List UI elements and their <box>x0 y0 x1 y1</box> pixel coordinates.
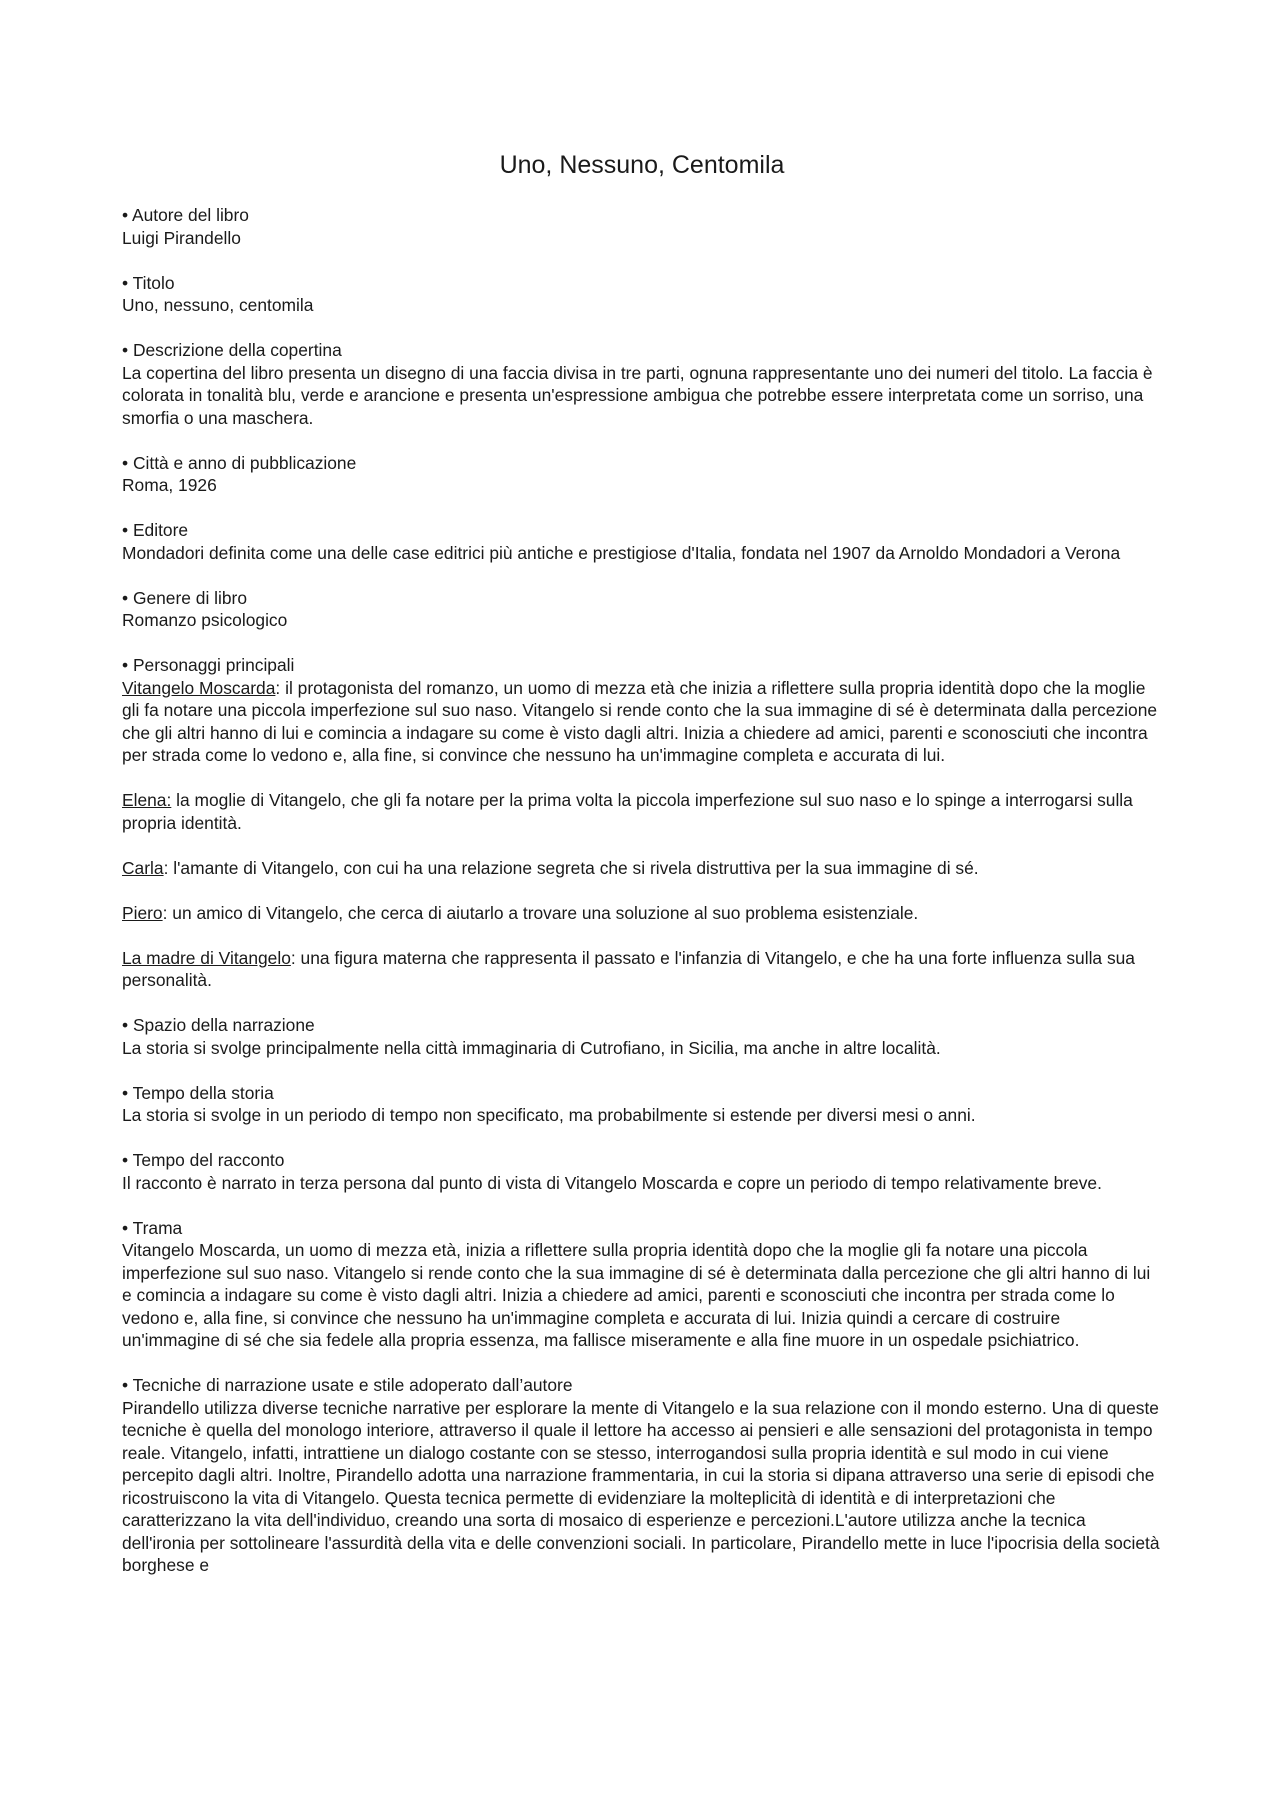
bullet: • <box>122 587 129 608</box>
heading-text: Spazio della narrazione <box>132 1015 315 1035</box>
section-body: La storia si svolge principalmente nella città immaginaria di Cutrofiano, in Sicilia, ma anche in altre località. <box>122 1037 941 1058</box>
character-name: Piero <box>122 902 163 923</box>
bullet: • <box>122 340 129 360</box>
bullet: • <box>122 272 129 293</box>
document-page <box>122 150 1162 1577</box>
heading-text: Tecniche di narrazione usate e stile adoperato dall’autore <box>132 1375 573 1395</box>
bullet: • <box>122 1375 129 1395</box>
character-entry <box>122 947 1162 992</box>
section-heading <box>122 1082 1162 1105</box>
character-name: Vitangelo Moscarda <box>122 677 276 698</box>
section-body: Roma, 1926 <box>122 475 217 495</box>
section-genere <box>122 587 1162 632</box>
character-entry <box>122 902 1162 925</box>
section-heading <box>122 1149 1162 1172</box>
character-description: una figura materna che rappresenta il passato e l'infanzia di Vitangelo, e che ha una forte influenza sulla sua personalità. <box>122 947 1135 990</box>
section-heading <box>122 452 1162 475</box>
section-personaggi <box>122 654 1162 992</box>
character-entry <box>122 789 1162 834</box>
bullet: • <box>122 1217 129 1238</box>
heading-text: Città e anno di pubblicazione <box>132 452 357 473</box>
heading-text: Genere di libro <box>132 587 248 608</box>
section-autore <box>122 204 1162 249</box>
section-heading <box>122 1014 1162 1037</box>
character-description: un amico di Vitangelo, che cerca di aiutarlo a trovare una soluzione al suo problema esistenziale. <box>167 902 919 923</box>
bullet: • <box>122 205 129 225</box>
section-body: Uno, nessuno, centomila <box>122 295 314 315</box>
section-body: Luigi Pirandello <box>122 227 241 248</box>
section-citta <box>122 452 1162 497</box>
heading-text: Trama <box>132 1217 183 1238</box>
bullet: • <box>122 452 129 473</box>
section-body: Vitangelo Moscarda, un uomo di mezza età, inizia a riflettere sulla propria identità dopo che la moglie gli fa notare una piccola imperfezione sul suo naso. Vitangelo si rende conto che la sua immagine di sé è determinata dalla percezione che gli altri hanno di lui e comincia a indagare su come è visto dagli altri. Inizia a chiedere ad amici, parenti e sconosciuti che incontra per strada come lo vedono e, alla fine, si convince che nessuno ha un'immagine completa e accurata di lui. Inizia quindi a cercare di costruire un'immagine di sé che sia fedele alla propria essenza, ma fallisce miseramente e alla fine muore in un ospedale psichiatrico. <box>122 1240 1151 1350</box>
section-heading <box>122 654 1162 677</box>
character-separator: : <box>290 947 296 968</box>
section-heading <box>122 519 1162 542</box>
section-tempo-storia <box>122 1082 1162 1127</box>
section-body: Romanzo psicologico <box>122 610 288 630</box>
section-tempo-racconto <box>122 1149 1162 1194</box>
heading-text: Editore <box>132 520 189 540</box>
document-title: Uno, Nessuno, Centomila <box>499 151 785 179</box>
bullet: • <box>122 1150 129 1170</box>
section-titolo <box>122 272 1162 317</box>
section-copertina <box>122 339 1162 429</box>
character-name: Elena: <box>122 790 172 810</box>
character-separator: : <box>162 902 168 923</box>
character-name: La madre di Vitangelo <box>122 947 291 968</box>
section-body: Pirandello utilizza diverse tecniche narrative per esplorare la mente di Vitangelo e la sua relazione con il mondo esterno. Una di queste tecniche è quella del monologo interiore, attraverso il quale il lettore ha accesso ai pensieri e alle sensazioni del protagonista in tempo reale. Vitangelo, infatti, intrattiene un dialogo costante con se stesso, interrogandosi sulla propria identità e sul modo in cui viene percepito dagli altri. Inoltre, Pirandello adotta una narrazione frammentaria, in cui la storia si dipana attraverso una serie di episodi che ricostruiscono la vita di Vitangelo. Questa tecnica permette di evidenziare la molteplicità di identità e di interpretazioni che caratterizzano la vita dell'individuo, creando una sorta di mosaico di esperienze e percezioni.L'autore utilizza anche la tecnica dell'ironia per sottolineare l'assurdità della vita e delle convenzioni sociali. In particolare, Pirandello mette in luce l'ipocrisia della società borghese e <box>122 1397 1160 1575</box>
character-separator: : <box>275 677 281 698</box>
section-body: La storia si svolge in un periodo di tempo non specificato, ma probabilmente si estende per diversi mesi o anni. <box>122 1105 976 1125</box>
character-description: il protagonista del romanzo, un uomo di mezza età che inizia a riflettere sulla propria identità dopo che la moglie gli fa notare una piccola imperfezione sul suo naso. Vitangelo si rende conto che la sua immagine di sé è determinata dalla percezione che gli altri hanno di lui e comincia a indagare su come è visto dagli altri. Inizia a chiedere ad amici, parenti e sconosciuti che incontra per strada come lo vedono e, alla fine, si convince che nessuno ha un'immagine completa e accurata di lui. <box>122 677 1158 765</box>
character-entry <box>122 677 1162 767</box>
section-tecniche <box>122 1374 1162 1577</box>
section-spazio <box>122 1014 1162 1059</box>
section-body: Mondadori definita come una delle case editrici più antiche e prestigiose d'Italia, fondata nel 1907 da Arnoldo Mondadori a Verona <box>122 542 1121 563</box>
character-entry <box>122 857 1162 880</box>
section-body: La copertina del libro presenta un disegno di una faccia divisa in tre parti, ognuna rappresentante uno dei numeri del titolo. La faccia è colorata in tonalità blu, verde e arancione e presenta un'espressione ambigua che potrebbe essere interpretata come un sorriso, una smorfia o una maschera. <box>122 362 1153 428</box>
character-description: la moglie di Vitangelo, che gli fa notare per la prima volta la piccola imperfezione sul suo naso e lo spinge a interrogarsi sulla propria identità. <box>122 790 1133 833</box>
section-heading <box>122 1217 1162 1240</box>
section-heading <box>122 1374 1162 1397</box>
bullet: • <box>122 520 129 540</box>
heading-text: Personaggi principali <box>132 655 295 675</box>
character-name: Carla <box>122 857 164 878</box>
character-description: l'amante di Vitangelo, con cui ha una relazione segreta che si rivela distruttiva per la sua immagine di sé. <box>168 857 979 878</box>
section-heading <box>122 587 1162 610</box>
section-trama <box>122 1217 1162 1352</box>
heading-text: Descrizione della copertina <box>132 340 342 360</box>
heading-text: Tempo della storia <box>132 1082 274 1103</box>
character-separator: : <box>163 857 169 878</box>
section-heading <box>122 272 1162 295</box>
section-editore <box>122 519 1162 564</box>
section-body: Il racconto è narrato in terza persona dal punto di vista di Vitangelo Moscarda e copre un periodo di tempo relativamente breve. <box>122 1172 1102 1193</box>
bullet: • <box>122 655 129 675</box>
section-heading <box>122 204 1162 227</box>
heading-text: Tempo del racconto <box>132 1150 285 1170</box>
heading-text: Autore del libro <box>131 205 249 225</box>
bullet: • <box>122 1015 129 1035</box>
heading-text: Titolo <box>132 272 175 293</box>
bullet: • <box>122 1082 129 1103</box>
section-heading <box>122 339 1162 362</box>
